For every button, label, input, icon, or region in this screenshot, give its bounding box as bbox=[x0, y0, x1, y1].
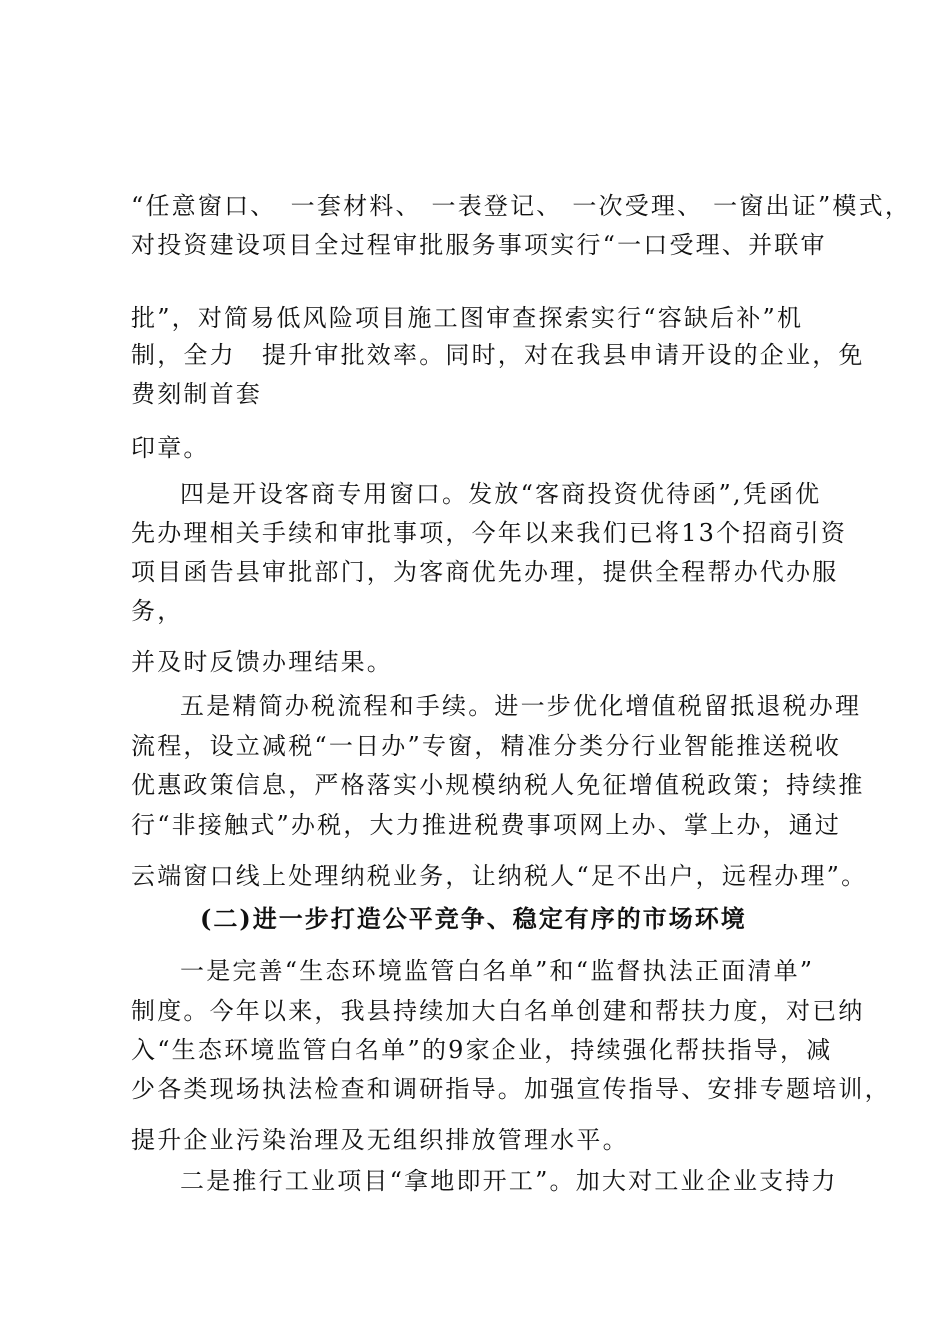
paragraph-line: 行“非接触式”办税，大力推进税费事项网上办、掌上办，通过 bbox=[131, 811, 842, 839]
paragraph-line: 四是开设客商专用窗口。发放“客商投资优待函”,凭函优 bbox=[180, 480, 822, 508]
paragraph-line: 入“生态环境监管白名单”的9家企业，持续强化帮扶指导，减 bbox=[131, 1036, 833, 1064]
paragraph-line: 务， bbox=[131, 597, 184, 625]
paragraph-line: 并及时反馈办理结果。 bbox=[131, 648, 393, 676]
paragraph-line: 五是精简办税流程和手续。进一步优化增值税留抵退税办理 bbox=[180, 692, 862, 720]
paragraph-line: 先办理相关手续和审批事项，今年以来我们已将13个招商引资 bbox=[131, 519, 848, 547]
paragraph-line: 流程，设立减税“一日办”专窗，精准分类分行业智能推送税收 bbox=[131, 732, 842, 760]
paragraph-line: 制，全力 提升审批效率。同时，对在我县申请开设的企业，免 bbox=[131, 341, 865, 369]
paragraph-line: 费刻制首套 bbox=[131, 380, 262, 408]
paragraph-line: 印章。 bbox=[131, 434, 210, 462]
paragraph-line: 制度。今年以来，我县持续加大白名单创建和帮扶力度，对已纳 bbox=[131, 997, 865, 1025]
paragraph-line: 一是完善“生态环境监管白名单”和“监督执法正面清单” bbox=[180, 957, 815, 985]
paragraph-line: 优惠政策信息，严格落实小规模纳税人免征增值税政策；持续推 bbox=[131, 771, 865, 799]
paragraph-line: 对投资建设项目全过程审批服务事项实行“一口受理、并联审 bbox=[131, 231, 827, 259]
paragraph-line: 批”，对简易低风险项目施工图审查探索实行“容缺后补”机 bbox=[131, 304, 804, 332]
paragraph-line: “任意窗口、 一套材料、 一表登记、 一次受理、 一窗出证”模式， bbox=[131, 192, 912, 220]
paragraph-line: 项目函告县审批部门，为客商优先办理，提供全程帮办代办服 bbox=[131, 558, 839, 586]
paragraph-line: 二是推行工业项目“拿地即开工”。加大对工业企业支持力 bbox=[180, 1167, 838, 1195]
paragraph-line: 提升企业污染治理及无组织排放管理水平。 bbox=[131, 1126, 629, 1154]
paragraph-line: 云端窗口线上处理纳税业务，让纳税人“足不出户，远程办理”。 bbox=[131, 862, 868, 890]
paragraph-line: 少各类现场执法检查和调研指导。加强宣传指导、安排专题培训， bbox=[131, 1075, 891, 1103]
section-heading: (二)进一步打造公平竞争、稳定有序的市场环境 bbox=[200, 904, 747, 933]
